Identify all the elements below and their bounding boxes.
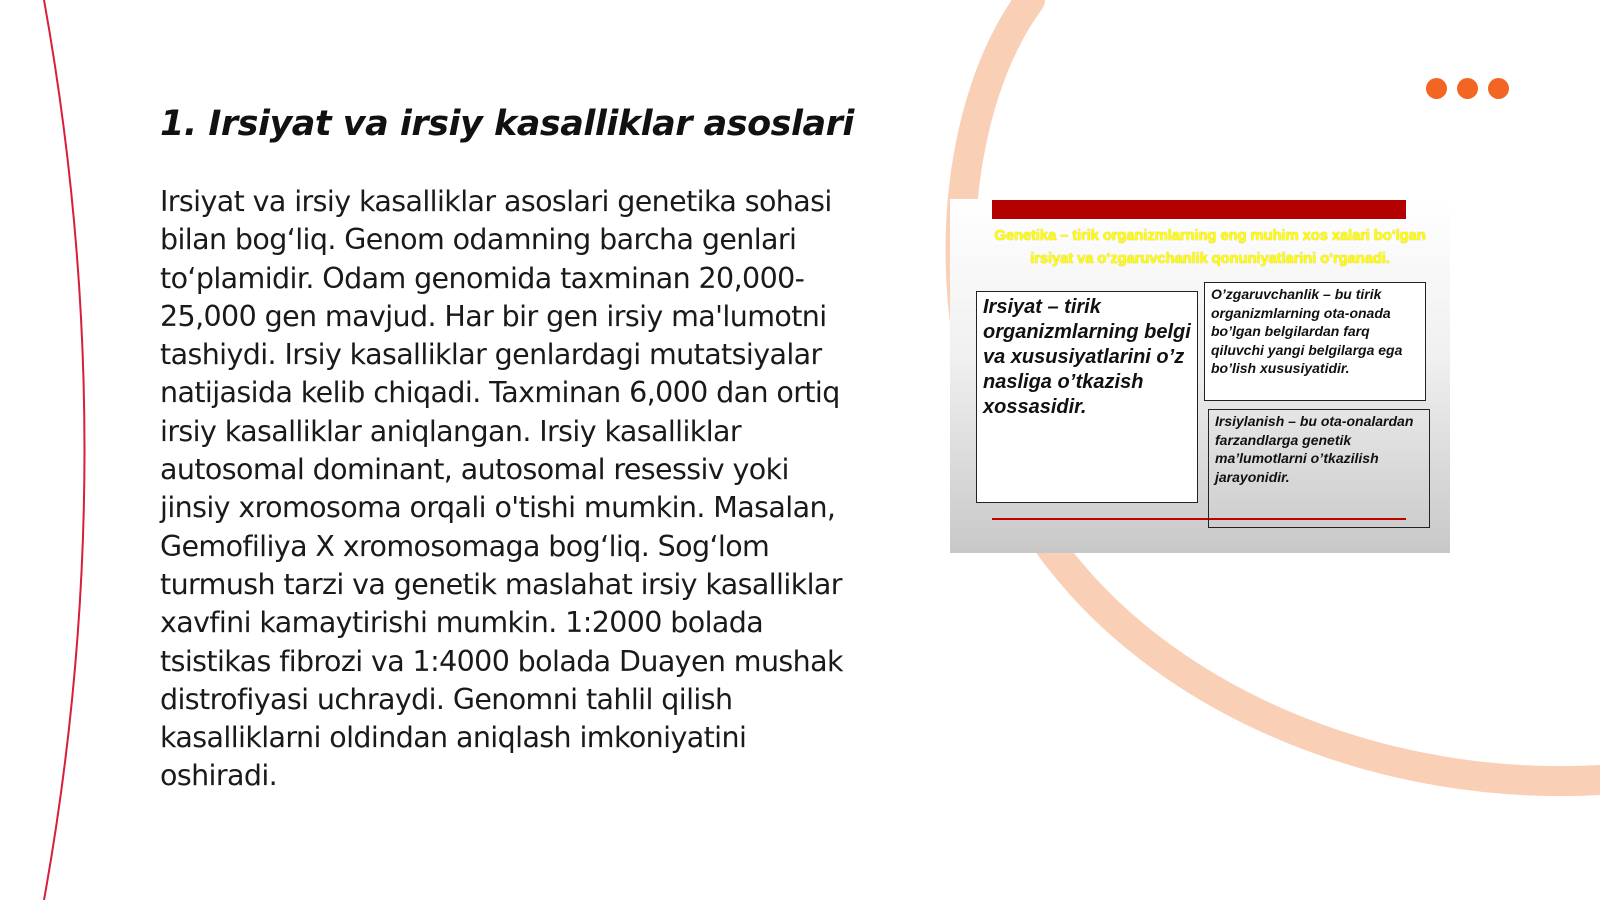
genetics-figure — [950, 199, 1450, 553]
three-dots-icon — [1426, 78, 1509, 99]
irsiylanish-box: Irsiylanish – bu ota-onalardan farzandlarga genetik ma’lumotlarni o’tkazilish jarayonidir. — [1208, 409, 1430, 528]
dot-1 — [1426, 78, 1447, 99]
slide-body-text: Irsiyat va irsiy kasalliklar asoslari genetika sohasi bilan bog‘liq. Genom odamning barcha genlari to‘plamidir. Odam genomida taxminan 20,000-25,000 gen mavjud. Har bir gen irsiy ma'lumotni tashiydi. Irsiy kasalliklar genlardagi mutatsiyalar natijasida kelib chiqadi. Taxminan 6,000 dan ortiq irsiy kasalliklar aniqlangan. Irsiy kasalliklar autosomal dominant, autosomal resessiv yoki jinsiy xromosoma orqali o'tishi mumkin. Masalan, Gemofiliya X xromosomaga bog‘liq. Sog‘lom turmush tarzi va genetik maslahat irsiy kasalliklar xavfini kamaytirishi mumkin. 1:2000 bolada tsistikas fibrozi va 1:4000 bolada Duayen mushak distrofiyasi uchraydi. Genomni tahlil qilish kasalliklarni oldindan aniqlash imkoniyatini oshiradi. — [160, 185, 843, 793]
dot-2 — [1457, 78, 1478, 99]
genetics-definition: Genetika – tirik organizmlarning eng muhim xos xalari bo‘lgan irsiyat va o‘zgaruvchanlik qonuniyatlarini o‘rganadi. — [994, 227, 1426, 267]
dot-3 — [1488, 78, 1509, 99]
ozgaruvchanlik-box: O’zgaruvchanlik – bu tirik organizmlarning ota-onada bo’lgan belgilardan farq qiluvchi yangi belgilarga ega bo’lish xususiyatidir. — [1204, 282, 1426, 401]
irsiyat-box: Irsiyat – tirik organizmlarning belgi va xususiyatlarini o’z nasliga o’tkazish xossasidir. — [976, 291, 1198, 503]
slide-title: 1. Irsiyat va irsiy kasalliklar asoslari — [160, 104, 854, 144]
figure-header-bar — [992, 200, 1406, 219]
left-red-curve — [44, 0, 85, 900]
